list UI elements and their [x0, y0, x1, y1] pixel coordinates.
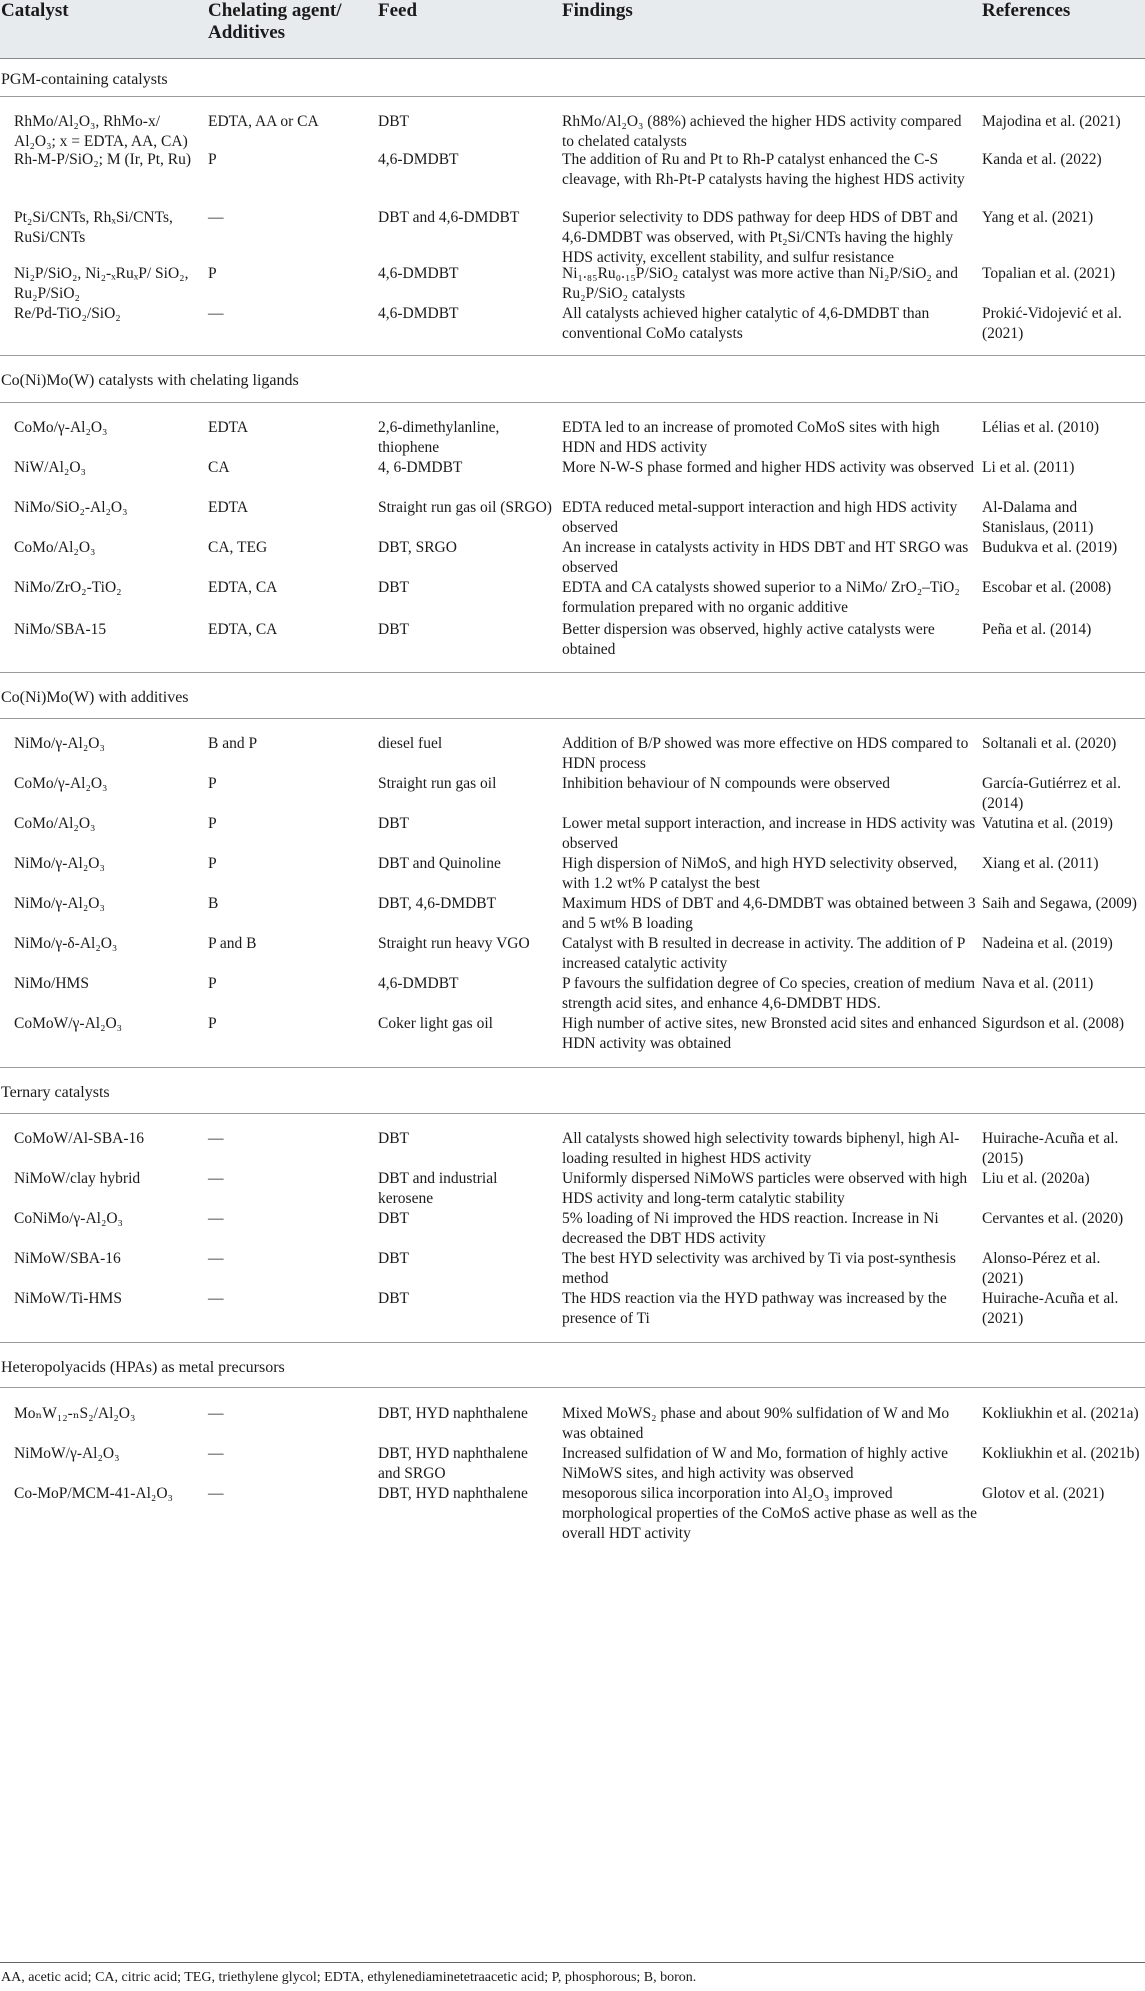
table-header	[0, 0, 1145, 59]
reference-cell: Li et al. (2011)	[982, 459, 1075, 476]
catalyst-cell: NiMo/γ-δ-Al₂O₃	[14, 935, 118, 952]
catalyst-cell: Rh-M-P/SiO₂; M (Ir, Pt, Ru)	[14, 151, 192, 168]
catalyst-cell: CoMo/Al₂O₃	[14, 539, 96, 556]
chelating-agent-cell: EDTA	[208, 419, 249, 436]
reference-cell: Glotov et al. (2021)	[982, 1485, 1105, 1502]
findings-cell: 5% loading of Ni improved the HDS reaction. Increase in Ni decreased the DBT HDS activity	[562, 1210, 939, 1247]
catalyst-cell: Re/Pd-TiO₂/SiO₂	[14, 305, 121, 322]
catalyst-cell: CoMo/γ-Al₂O₃	[14, 775, 108, 792]
section-title: PGM-containing catalysts	[1, 71, 168, 88]
reference-cell: Kokliukhin et al. (2021b)	[982, 1445, 1140, 1462]
reference-cell: Kanda et al. (2022)	[982, 151, 1102, 168]
header-references: References	[982, 0, 1071, 21]
findings-cell: High number of active sites, new Bronsted acid sites and enhanced HDN activity was obtained	[562, 1015, 977, 1052]
feed-cell: DBT and 4,6-DMDBT	[378, 209, 520, 226]
feed-cell: Straight run heavy VGO	[378, 935, 530, 952]
findings-cell: More N-W-S phase formed and higher HDS activity was observed	[562, 459, 974, 476]
chelating-agent-cell: —	[208, 1210, 224, 1227]
feed-cell: 4,6-DMDBT	[378, 305, 459, 322]
feed-cell: DBT and industrial kerosene	[378, 1170, 498, 1207]
findings-cell: Ni₁.₈₅Ru₀.₁₅P/SiO₂ catalyst was more active than Ni₂P/SiO₂ and Ru₂P/SiO₂ catalysts	[562, 265, 959, 302]
header-findings: Findings	[562, 0, 633, 21]
reference-cell: Vatutina et al. (2019)	[982, 815, 1113, 832]
chelating-agent-cell: —	[208, 1445, 224, 1462]
catalyst-cell: MoₙW₁₂-ₙS₂/Al₂O₃	[14, 1405, 136, 1422]
findings-cell: Maximum HDS of DBT and 4,6-DMDBT was obtained between 3 and 5 wt% B loading	[562, 895, 976, 932]
catalyst-cell: Ni₂P/SiO₂, Ni₂-ₓRuₓP/ SiO₂, Ru₂P/SiO₂	[14, 265, 189, 302]
reference-cell: Prokić-Vidojević et al. (2021)	[982, 305, 1122, 342]
chelating-agent-cell: P	[208, 975, 217, 992]
chelating-agent-cell: —	[208, 209, 224, 226]
chelating-agent-cell: —	[208, 1170, 224, 1187]
reference-cell: Kokliukhin et al. (2021a)	[982, 1405, 1139, 1422]
feed-cell: DBT	[378, 621, 409, 638]
findings-cell: Uniformly dispersed NiMoWS particles were observed with high HDS activity and long-term catalytic stability	[562, 1170, 968, 1207]
chelating-agent-cell: —	[208, 1250, 224, 1267]
section-end-rule	[0, 355, 1145, 356]
section-end-rule	[0, 672, 1145, 673]
chelating-agent-cell: CA	[208, 459, 230, 476]
footnote-text: AA, acetic acid; CA, citric acid; TEG, triethylene glycol; EDTA, ethylenediaminetetraacetic acid; P, phosphorous; B, boron.	[1, 1970, 697, 1985]
catalyst-cell: NiMo/ZrO₂-TiO₂	[14, 579, 122, 596]
feed-cell: 2,6-dimethylanline, thiophene	[378, 419, 500, 456]
catalyst-cell: RhMo/Al₂O₃, RhMo-x/ Al₂O₃; x = EDTA, AA, CA)	[14, 113, 188, 150]
catalyst-cell: NiMoW/clay hybrid	[14, 1170, 141, 1187]
reference-cell: Huirache-Acuña et al. (2015)	[982, 1130, 1119, 1167]
section-title: Heteropolyacids (HPAs) as metal precursors	[1, 1359, 285, 1376]
findings-cell: An increase in catalysts activity in HDS DBT and HT SRGO was observed	[562, 539, 969, 576]
reference-cell: Soltanali et al. (2020)	[982, 735, 1117, 752]
feed-cell: DBT	[378, 1250, 409, 1267]
reference-cell: Saih and Segawa, (2009)	[982, 895, 1137, 912]
section-end-rule	[0, 1067, 1145, 1068]
reference-cell: Majodina et al. (2021)	[982, 113, 1121, 130]
findings-cell: The HDS reaction via the HYD pathway was increased by the presence of Ti	[562, 1290, 947, 1327]
catalyst-cell: CoMoW/Al-SBA-16	[14, 1130, 145, 1147]
feed-cell: DBT	[378, 579, 409, 596]
catalyst-cell: Co-MoP/MCM-41-Al₂O₃	[14, 1485, 173, 1502]
findings-cell: The addition of Ru and Pt to Rh-P catalyst enhanced the C-S cleavage, with Rh-Pt-P catalysts having the highest HDS activity	[562, 151, 965, 188]
findings-cell: Lower metal support interaction, and increase in HDS activity was observed	[562, 815, 976, 852]
chelating-agent-cell: B and P	[208, 735, 258, 752]
findings-cell: Mixed MoWS₂ phase and about 90% sulfidation of W and Mo was obtained	[562, 1405, 950, 1442]
section-title: Ternary catalysts	[1, 1084, 110, 1101]
catalyst-cell: NiMo/γ-Al₂O₃	[14, 855, 105, 872]
reference-cell: Huirache-Acuña et al. (2021)	[982, 1290, 1119, 1327]
reference-cell: Budukva et al. (2019)	[982, 539, 1118, 556]
catalyst-cell: NiW/Al₂O₃	[14, 459, 86, 476]
chelating-agent-cell: P	[208, 815, 217, 832]
feed-cell: DBT	[378, 1210, 409, 1227]
catalyst-cell: NiMoW/γ-Al₂O₃	[14, 1445, 120, 1462]
header-feed: Feed	[378, 0, 418, 21]
feed-cell: DBT	[378, 1130, 409, 1147]
feed-cell: DBT	[378, 815, 409, 832]
catalyst-cell: Pt₂Si/CNTs, RhₓSi/CNTs, RuSi/CNTs	[14, 209, 173, 246]
section-title: Co(Ni)Mo(W) with additives	[1, 689, 189, 706]
findings-cell: All catalysts showed high selectivity towards biphenyl, high Al-loading resulted in highest HDS activity	[562, 1130, 960, 1167]
chelating-agent-cell: P	[208, 1015, 217, 1032]
chelating-agent-cell: B	[208, 895, 219, 912]
catalyst-cell: NiMo/γ-Al₂O₃	[14, 895, 105, 912]
feed-cell: DBT	[378, 1290, 409, 1307]
section-title: Co(Ni)Mo(W) catalysts with chelating ligands	[1, 372, 299, 389]
section-divider	[0, 96, 1145, 97]
catalyst-cell: NiMo/SBA-15	[14, 621, 107, 638]
feed-cell: DBT, HYD naphthalene	[378, 1485, 528, 1502]
findings-cell: EDTA led to an increase of promoted CoMoS sites with high HDN and HDS activity	[562, 419, 940, 456]
feed-cell: 4,6-DMDBT	[378, 975, 459, 992]
reference-cell: Escobar et al. (2008)	[982, 579, 1112, 596]
reference-cell: Peña et al. (2014)	[982, 621, 1092, 638]
findings-cell: Inhibition behaviour of N compounds were observed	[562, 775, 891, 792]
feed-cell: DBT, 4,6-DMDBT	[378, 895, 497, 912]
catalyst-cell: CoMo/Al₂O₃	[14, 815, 96, 832]
catalyst-cell: CoMo/γ-Al₂O₃	[14, 419, 108, 436]
reference-cell: Alonso-Pérez et al. (2021)	[982, 1250, 1101, 1287]
reference-cell: Nadeina et al. (2019)	[982, 935, 1113, 952]
feed-cell: Coker light gas oil	[378, 1015, 493, 1032]
catalyst-cell: CoMoW/γ-Al₂O₃	[14, 1015, 123, 1032]
findings-cell: The best HYD selectivity was archived by Ti via post-synthesis method	[562, 1250, 956, 1287]
feed-cell: 4,6-DMDBT	[378, 151, 459, 168]
findings-cell: Superior selectivity to DDS pathway for deep HDS of DBT and 4,6-DMDBT was observed, with Pt₂Si/CNTs having the highly HDS activity, excellent stability, and sulfur resistance	[562, 209, 958, 266]
section-divider	[0, 1113, 1145, 1114]
findings-cell: EDTA and CA catalysts showed superior to a NiMo/ ZrO₂–TiO₂ formulation prepared with no organic additive	[562, 579, 960, 616]
catalyst-cell: NiMoW/Ti-HMS	[14, 1290, 122, 1307]
chelating-agent-cell: P	[208, 855, 217, 872]
catalyst-cell: NiMo/HMS	[14, 975, 89, 992]
findings-cell: Catalyst with B resulted in decrease in activity. The addition of P increased catalytic activity	[562, 935, 965, 972]
chelating-agent-cell: EDTA, CA	[208, 579, 278, 596]
feed-cell: DBT, HYD naphthalene and SRGO	[378, 1445, 528, 1482]
findings-cell: Addition of B/P showed was more effective on HDS compared to HDN process	[562, 735, 969, 772]
reference-cell: Liu et al. (2020a)	[982, 1170, 1090, 1187]
reference-cell: Al-Dalama and Stanislaus, (2011)	[982, 499, 1094, 536]
feed-cell: Straight run gas oil (SRGO)	[378, 499, 552, 516]
reference-cell: Nava et al. (2011)	[982, 975, 1094, 992]
chelating-agent-cell: P	[208, 151, 217, 168]
chelating-agent-cell: —	[208, 1130, 224, 1147]
chelating-agent-cell: CA, TEG	[208, 539, 268, 556]
feed-cell: DBT, SRGO	[378, 539, 457, 556]
chelating-agent-cell: P	[208, 265, 217, 282]
findings-cell: Increased sulfidation of W and Mo, formation of highly active NiMoWS sites, and high activity was observed	[562, 1445, 948, 1482]
table-footnote	[0, 1962, 1145, 1987]
feed-cell: Straight run gas oil	[378, 775, 497, 792]
feed-cell: 4,6-DMDBT	[378, 265, 459, 282]
reference-cell: Topalian et al. (2021)	[982, 265, 1116, 282]
findings-cell: High dispersion of NiMoS, and high HYD selectivity observed, with 1.2 wt% P catalyst the best	[562, 855, 958, 892]
findings-cell: mesoporous silica incorporation into Al₂O₃ improved morphological properties of the CoMoS active phase as well as the overall HDT activity	[562, 1485, 977, 1542]
chelating-agent-cell: —	[208, 1290, 224, 1307]
chelating-agent-cell: P and B	[208, 935, 257, 952]
reference-cell: García-Gutiérrez et al. (2014)	[982, 775, 1121, 812]
feed-cell: DBT, HYD naphthalene	[378, 1405, 528, 1422]
feed-cell: DBT	[378, 113, 409, 130]
catalyst-cell: NiMo/SiO₂-Al₂O₃	[14, 499, 128, 516]
header-chelating-agent: Chelating agent/ Additives	[208, 0, 342, 43]
findings-cell: EDTA reduced metal-support interaction and high HDS activity observed	[562, 499, 958, 536]
findings-cell: RhMo/Al₂O₃ (88%) achieved the higher HDS activity compared to chelated catalysts	[562, 113, 962, 150]
feed-cell: 4, 6-DMDBT	[378, 459, 463, 476]
section-divider	[0, 1387, 1145, 1388]
findings-cell: P favours the sulfidation degree of Co species, creation of medium strength acid sites, and enhance 4,6-DMDBT HDS.	[562, 975, 976, 1012]
reference-cell: Cervantes et al. (2020)	[982, 1210, 1124, 1227]
catalyst-cell: NiMo/γ-Al₂O₃	[14, 735, 105, 752]
section-divider	[0, 718, 1145, 719]
chelating-agent-cell: —	[208, 305, 224, 322]
catalyst-cell: NiMoW/SBA-16	[14, 1250, 121, 1267]
findings-cell: All catalysts achieved higher catalytic of 4,6-DMDBT than conventional CoMo catalysts	[562, 305, 930, 342]
section-end-rule	[0, 1342, 1145, 1343]
section-divider	[0, 402, 1145, 403]
reference-cell: Lélias et al. (2010)	[982, 419, 1100, 436]
chelating-agent-cell: —	[208, 1485, 224, 1502]
reference-cell: Sigurdson et al. (2008)	[982, 1015, 1125, 1032]
chelating-agent-cell: —	[208, 1405, 224, 1422]
chelating-agent-cell: EDTA, AA or CA	[208, 113, 319, 130]
header-catalyst: Catalyst	[1, 0, 69, 21]
feed-cell: diesel fuel	[378, 735, 443, 752]
catalyst-cell: CoNiMo/γ-Al₂O₃	[14, 1210, 123, 1227]
reference-cell: Xiang et al. (2011)	[982, 855, 1099, 872]
chelating-agent-cell: EDTA, CA	[208, 621, 278, 638]
reference-cell: Yang et al. (2021)	[982, 209, 1094, 226]
chelating-agent-cell: P	[208, 775, 217, 792]
chelating-agent-cell: EDTA	[208, 499, 249, 516]
feed-cell: DBT and Quinoline	[378, 855, 501, 872]
findings-cell: Better dispersion was observed, highly active catalysts were obtained	[562, 621, 935, 658]
